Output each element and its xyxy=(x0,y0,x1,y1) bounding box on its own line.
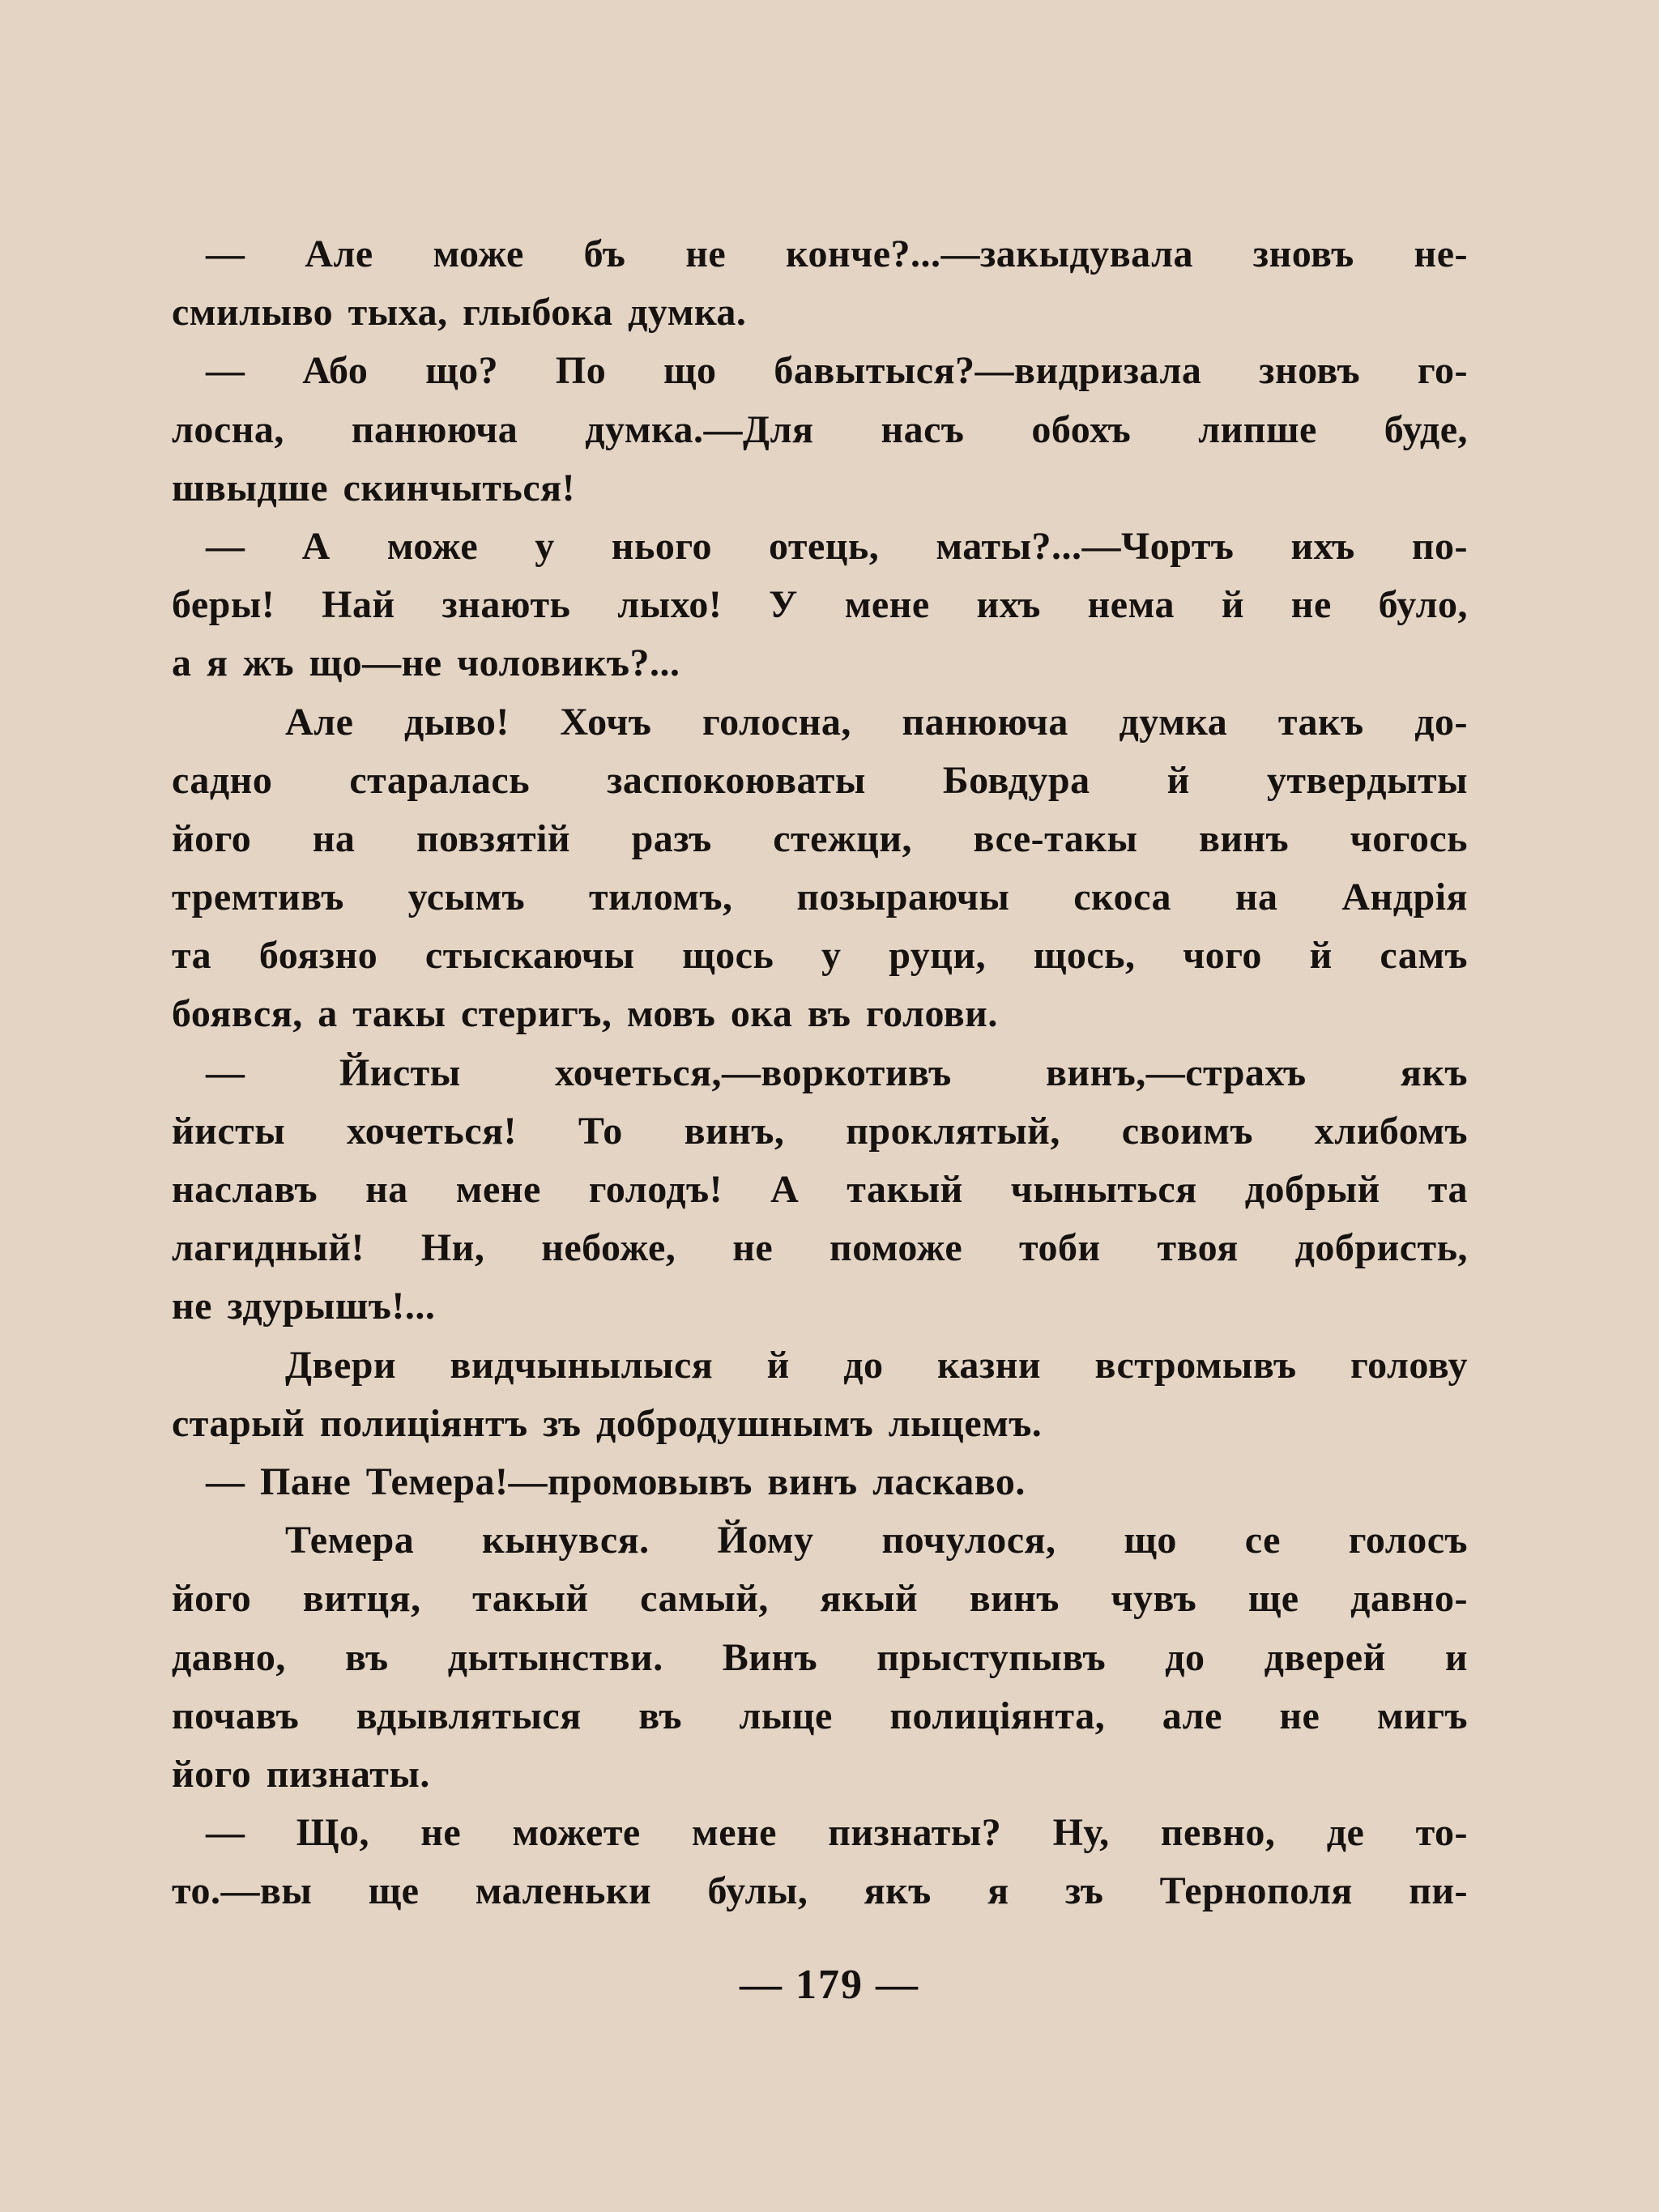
text-line: лосна, панююча думка.—Для насъ обохъ липше буде, xyxy=(172,407,1468,451)
text-line: його витця, такый самый, якый винъ чувъ ще давно- xyxy=(172,1577,1468,1621)
text-line: йисты хочеться! То винъ, проклятый, своимъ хлибомъ xyxy=(172,1109,1468,1153)
text-line: його на повзятій разъ стежци, все-такы винъ чогось xyxy=(172,816,1468,860)
text-line: старый полиціянтъ зъ добродушнымъ лыцемъ. xyxy=(172,1401,1043,1445)
text-line: швыдше скинчыться! xyxy=(172,466,576,509)
text-line: наславъ на мене голодъ! А такый чыныться добрый та xyxy=(172,1168,1468,1211)
text-line: — Йисты хочеться,—воркотивъ винъ,—страхъ якъ xyxy=(206,1051,1468,1094)
text-line: його пизнаты. xyxy=(172,1752,430,1796)
text-line: — А може у нього отець, маты?...—Чортъ ихъ по- xyxy=(206,524,1468,568)
text-line: Темера кынувся. Йому почулося, що се голосъ xyxy=(285,1519,1468,1562)
text-line: — Але може бъ не конче?...—закыдувала зновъ не- xyxy=(206,232,1468,275)
text-line: не здурышъ!... xyxy=(172,1285,436,1328)
text-line: то.—вы ще маленьки булы, якъ я зъ Тернополя пи- xyxy=(172,1869,1468,1913)
text-line: Двери видчынылыся й до казни встромывъ голову xyxy=(285,1343,1468,1387)
text-line: смилыво тыха, глыбока думка. xyxy=(172,291,747,335)
text-line: боявся, а такы стеригъ, мовъ ока въ голови. xyxy=(172,992,998,1036)
text-line: — Або що? По що бавытыся?—видризала зновъ го- xyxy=(206,349,1468,393)
text-line: беры! Най знають лыхо! У мене ихъ нема й не було, xyxy=(172,583,1468,627)
text-line: та боязно стыскаючы щось у руци, щось, чого й самъ xyxy=(172,934,1468,978)
text-line: почавъ вдывлятыся въ лыце полиціянта, але не мигъ xyxy=(172,1694,1468,1737)
text-line: садно старалась заспокоюваты Бовдура й утвердыты xyxy=(172,758,1468,802)
text-line: — Пане Темера!—промовывъ винъ ласкаво. xyxy=(206,1460,1026,1503)
text-line: Але дыво! Хочъ голосна, панююча думка такъ до- xyxy=(285,700,1468,744)
page-number: — 179 — xyxy=(740,1962,919,2008)
text-line: тремтивъ усымъ тиломъ, позыраючы скоса на Андрія xyxy=(172,876,1468,919)
main-text xyxy=(172,225,1468,1920)
text-line: — Що, не можете мене пизнаты? Ну, певно, де то- xyxy=(206,1811,1468,1855)
text-line: а я жъ що—не чоловикъ?... xyxy=(172,641,680,685)
text-line: давно, въ дытынстви. Винъ прыступывъ до дверей и xyxy=(172,1635,1468,1679)
text-line: лагидный! Ни, небоже, не поможе тоби твоя добристь, xyxy=(172,1226,1468,1270)
